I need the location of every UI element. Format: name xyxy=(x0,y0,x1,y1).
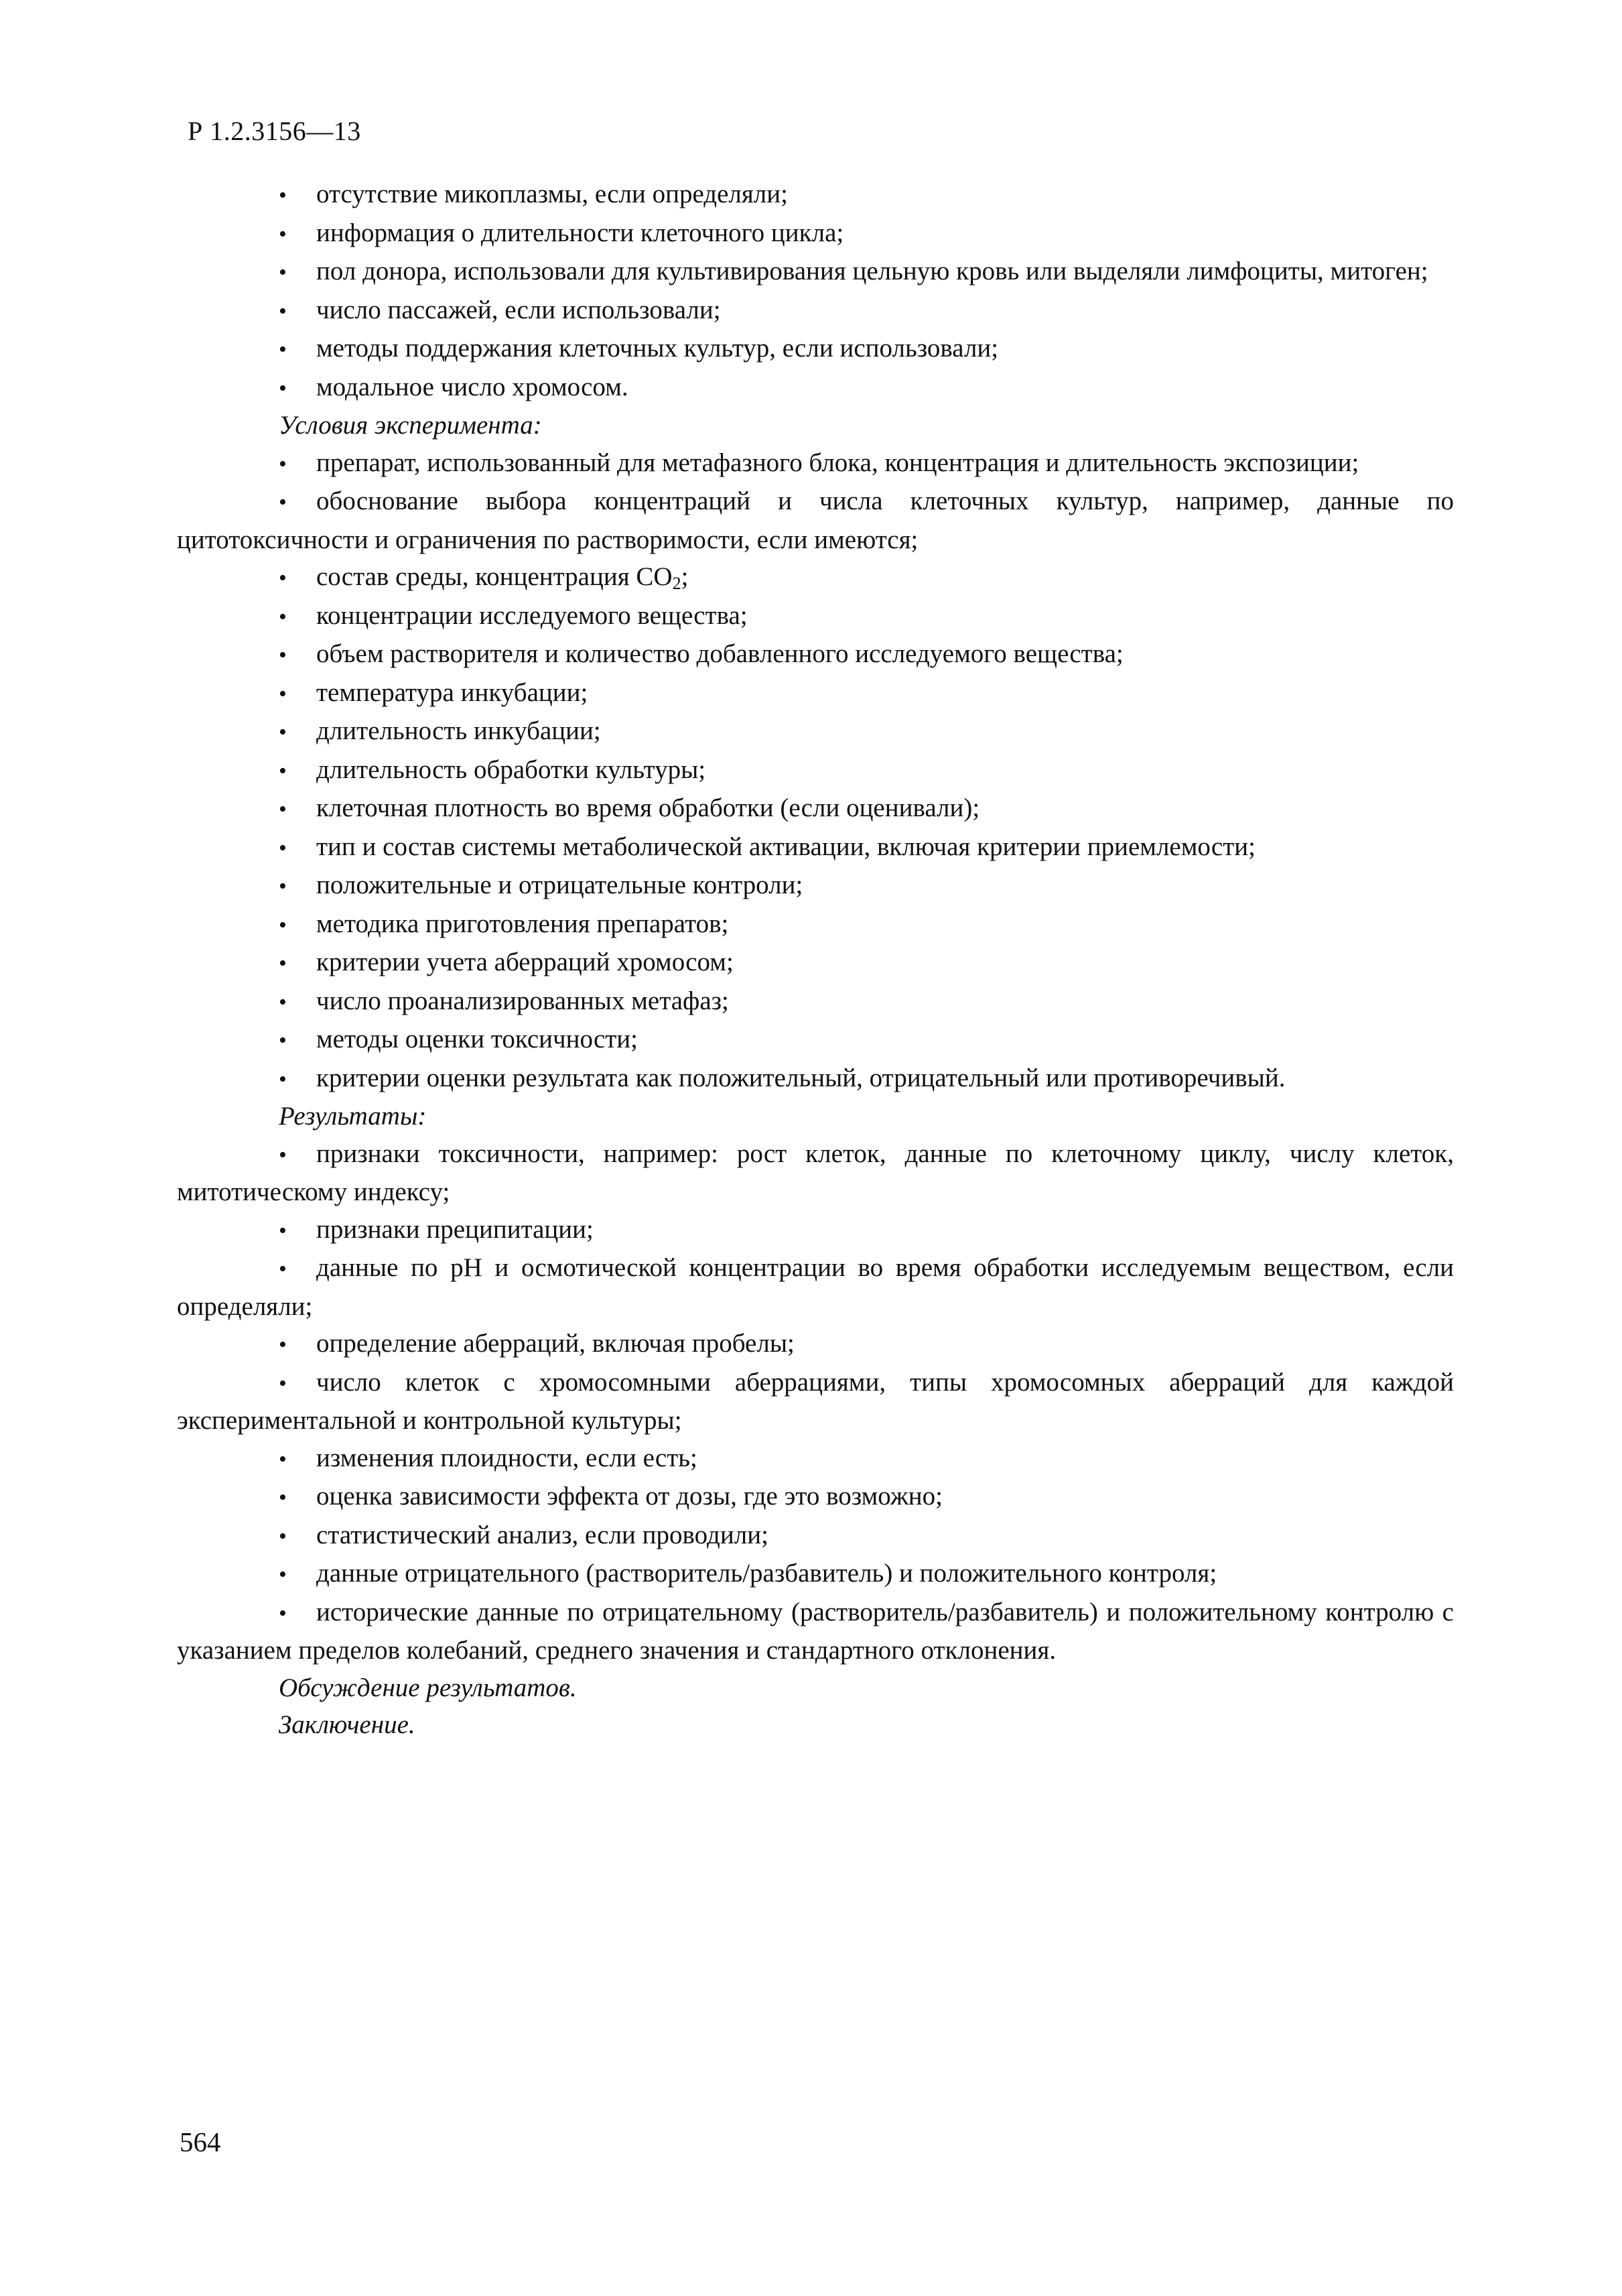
bullet-icon: • xyxy=(279,1028,287,1053)
bullet-icon: • xyxy=(279,1446,287,1472)
list-item: • статистический анализ, если проводили; xyxy=(177,1517,1454,1555)
list-item: • препарат, использованный для метафазного блока, концентрация и длительность экспозиции; xyxy=(177,444,1454,483)
list-item: • концентрации исследуемого вещества; xyxy=(177,597,1454,636)
conditions-list xyxy=(177,444,1454,1098)
bullet-icon: • xyxy=(279,1218,287,1243)
section-heading-results: Результаты: xyxy=(279,1102,427,1131)
list-item: • данные отрицательного (растворитель/разбавитель) и положительного контроля; xyxy=(177,1555,1454,1594)
list-item: • признаки токсичности, например: рост клеток, данные по клеточному циклу, числу клеток, митотическому индексу; xyxy=(177,1135,1454,1211)
bullet-icon: • xyxy=(279,566,287,590)
list-item: • отсутствие микоплазмы, если определяли; xyxy=(177,176,1454,214)
bullet-icon: • xyxy=(279,490,287,515)
bullet-icon: • xyxy=(279,835,287,860)
bullet-icon: • xyxy=(279,912,287,938)
list-item: • критерии учета аберраций хромосом; xyxy=(177,944,1454,982)
list-item: • модальное число хромосом. xyxy=(177,369,1454,407)
bullet-icon: • xyxy=(279,221,287,247)
bullet-icon: • xyxy=(279,375,287,401)
bullet-icon: • xyxy=(279,1142,287,1167)
bullet-icon: • xyxy=(279,681,287,706)
list-item: • длительность обработки культуры; xyxy=(177,751,1454,790)
list-item: • число проанализированных метафаз; xyxy=(177,982,1454,1021)
bullet-icon: • xyxy=(279,260,287,285)
bullet-icon: • xyxy=(279,337,287,362)
bullet-icon: • xyxy=(279,1257,287,1281)
bullet-icon: • xyxy=(279,1562,287,1587)
list-item: • информация о длительности клеточного цикла; xyxy=(177,214,1454,253)
list-item: • изменения плоидности, если есть; xyxy=(177,1440,1454,1478)
list-item: • число клеток с хромосомными аберрациями, типы хромосомных аберраций для каждой экспериментальной и контрольной культуры; xyxy=(177,1364,1454,1440)
list-item-co2: • состав среды, концентрация $CO_2$; xyxy=(177,558,1454,597)
bullet-icon: • xyxy=(279,1370,287,1396)
list-item: • исторические данные по отрицательному (растворитель/разбавитель) и положительному контролю с указанием пределов колебаний, среднего значения и стандартного отклонения. xyxy=(177,1594,1454,1669)
list-item: • определение аберраций, включая пробелы; xyxy=(177,1325,1454,1364)
section-1-list xyxy=(177,176,1454,407)
section-heading-conclusion: Заключение. xyxy=(279,1710,415,1739)
bullet-icon: • xyxy=(279,451,287,476)
list-item: • число пассажей, если использовали; xyxy=(177,292,1454,330)
list-item: • пол донора, использовали для культивирования цельную кровь или выделяли лимфоциты, митоген; xyxy=(177,253,1454,292)
list-item: • клеточная плотность во время обработки (если оценивали); xyxy=(177,789,1454,828)
bullet-icon: • xyxy=(279,951,287,976)
list-item: • оценка зависимости эффекта от дозы, где это возможно; xyxy=(177,1478,1454,1517)
list-item: • методы поддержания клеточных культур, если использовали; xyxy=(177,330,1454,369)
list-item: • критерии оценки результата как положительный, отрицательный или противоречивый. xyxy=(177,1060,1454,1098)
page-number: 564 xyxy=(180,2126,221,2157)
bullet-icon: • xyxy=(279,720,287,745)
bullet-icon: • xyxy=(279,874,287,899)
list-item: • признаки преципитации; xyxy=(177,1211,1454,1250)
bullet-icon: • xyxy=(279,1066,287,1092)
results-list xyxy=(177,1135,1454,1669)
bullet-icon: • xyxy=(279,797,287,822)
list-item: • температура инкубации; xyxy=(177,674,1454,713)
list-item: • методика приготовления препаратов; xyxy=(177,905,1454,944)
bullet-icon: • xyxy=(279,1523,287,1549)
bullet-icon: • xyxy=(279,758,287,783)
list-item: • объем растворителя и количество добавленного исследуемого вещества; xyxy=(177,635,1454,674)
document-code-header: Р 1.2.3156—13 xyxy=(188,116,361,146)
bullet-icon: • xyxy=(279,183,287,208)
bullet-icon: • xyxy=(279,298,287,324)
list-item: • данные по pH и осмотической концентрации во время обработки исследуемым веществом, если определяли; xyxy=(177,1249,1454,1325)
list-item: • длительность инкубации; xyxy=(177,712,1454,751)
list-item: • тип и состав системы метаболической активации, включая критерии приемлемости; xyxy=(177,828,1454,867)
bullet-icon: • xyxy=(279,643,287,667)
section-heading-discussion: Обсуждение результатов. xyxy=(279,1673,577,1702)
bullet-icon: • xyxy=(279,1600,287,1626)
document-body xyxy=(177,176,1454,1744)
bullet-icon: • xyxy=(279,989,287,1015)
list-item: • положительные и отрицательные контроли; xyxy=(177,867,1454,905)
list-item: • методы оценки токсичности; xyxy=(177,1021,1454,1060)
bullet-icon: • xyxy=(279,1485,287,1510)
list-item: • обоснование выбора концентраций и числа клеточных культур, например, данные по цитотоксичности и ограничения по растворимости, если имеются; xyxy=(177,483,1454,558)
bullet-icon: • xyxy=(279,1332,287,1357)
bullet-icon: • xyxy=(279,604,287,629)
section-heading-conditions: Условия эксперимента: xyxy=(279,411,542,440)
